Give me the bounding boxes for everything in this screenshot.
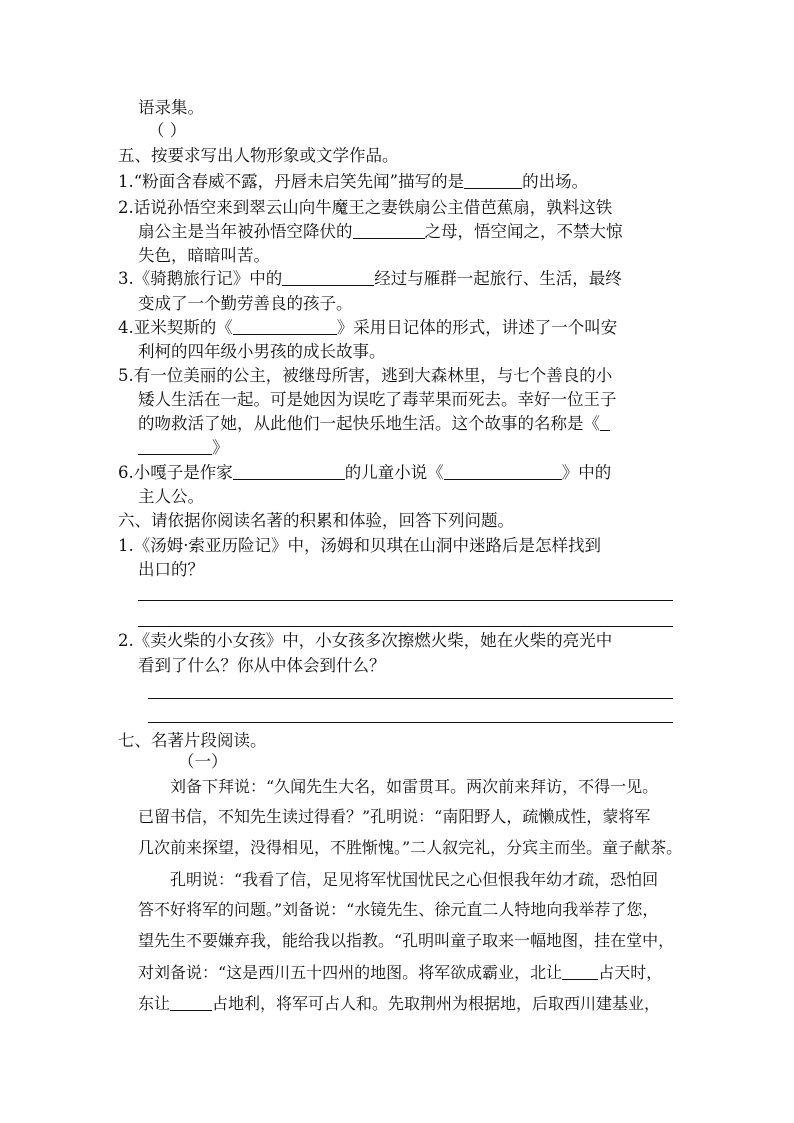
question-text: 的儿童小说《 <box>344 463 444 482</box>
passage-line: 刘备下拜说：“久闻先生大名，如雷贯耳。两次前来拜访，不得一见。 <box>170 777 659 796</box>
passage-line: 答不好将军的问题。”刘备说：“水镜先生、徐元直二人特地向我举荐了您， <box>138 900 659 919</box>
answer-blank[interactable] <box>464 172 522 189</box>
answer-blank[interactable] <box>282 269 374 286</box>
answer-line[interactable] <box>138 600 673 601</box>
answer-blank[interactable] <box>562 963 598 980</box>
question-text: 》采用日记体的形式，讲述了一个叫安 <box>336 318 618 337</box>
question-text: 》 <box>212 438 229 457</box>
question-5-2-line2 <box>138 221 623 243</box>
question-5-2-line3: 失色，暗暗叫苦。 <box>138 246 270 265</box>
answer-blank[interactable] <box>138 438 212 455</box>
question-6-1-line1: 1.《汤姆·索亚历险记》中，汤姆和贝琪在山洞中迷路后是怎样找到 <box>118 536 601 555</box>
answer-parentheses: （ ） <box>148 121 187 140</box>
answer-line[interactable] <box>148 698 673 699</box>
answer-blank[interactable] <box>353 222 425 239</box>
question-5-3-line2: 变成了一个勤劳善良的孩子。 <box>138 294 353 313</box>
passage-line: 几次前来探望，没得相见，不胜惭愧。”二人叙完礼，分宾主而坐。童子献茶。 <box>138 838 683 857</box>
answer-blank[interactable] <box>444 463 562 480</box>
section-5-heading: 五、按要求写出人物形象或文学作品。 <box>118 146 399 165</box>
question-text: 3.《骑鹅旅行记》中的 <box>118 269 283 288</box>
passage-text: 占天时， <box>598 963 663 982</box>
question-6-2-line2: 看到了什么？你从中体会到什么？ <box>138 656 386 675</box>
answer-line[interactable] <box>138 626 673 627</box>
question-5-5-line3 <box>138 413 610 435</box>
question-5-3-line1 <box>118 268 622 290</box>
question-5-2-line1: 2.话说孙悟空来到翠云山向牛魔王之妻铁扇公主借芭蕉扇，孰料这铁 <box>118 198 613 217</box>
answer-blank[interactable] <box>170 994 212 1011</box>
passage-line: 已留书信，不知先生读过得看？”孔明说：“南阳野人，疏懒成性，蒙将军 <box>138 807 651 826</box>
question-text: 的吻救活了她，从此他们一起快乐地生活。这个故事的名称是《 <box>138 414 600 433</box>
question-5-4-line1 <box>118 317 617 339</box>
question-text: 的出场。 <box>522 172 589 191</box>
passage-line: 孔明说：“我看了信，足见将军忧国忧民之心但恨我年幼才疏，恐怕回 <box>170 870 659 889</box>
question-text: 》中的 <box>561 463 612 482</box>
passage-text: 对刘备说：“这是西川五十四州的地图。将军欲成霸业，北让 <box>138 963 563 982</box>
passage-text: 占地利，将军可占人和。先取荆州为根据地，后取西川建基业， <box>212 994 661 1013</box>
question-text: 1.“粉面含春威不露，丹唇未启笑先闻”描写的是 <box>118 172 465 191</box>
question-6-2-line1: 2.《卖火柴的小女孩》中，小女孩多次擦燃火柴，她在火柴的亮光中 <box>118 631 613 650</box>
question-text: 6.小嘎子是作家 <box>118 463 233 482</box>
question-5-4-line2: 利柯的四年级小男孩的成长故事。 <box>138 342 386 361</box>
answer-line[interactable] <box>148 722 673 723</box>
question-5-5-line1: 5.有一位美丽的公主，被继母所害，逃到大森林里，与七个善良的小 <box>118 366 613 385</box>
text-line: 语录集。 <box>138 98 204 117</box>
passage-line <box>138 993 660 1015</box>
answer-blank[interactable] <box>600 414 610 431</box>
question-text: 扇公主是当年被孙悟空降伏的 <box>138 222 353 241</box>
question-text: 之母，悟空闻之，不禁大惊 <box>424 222 623 241</box>
question-5-1 <box>118 171 588 193</box>
question-6-1-line2: 出口的？ <box>138 560 204 579</box>
section-6-heading: 六、请依据你阅读名著的积累和体验，回答下列问题。 <box>118 511 514 530</box>
answer-blank[interactable] <box>233 463 345 480</box>
section-7-heading: 七、名著片段阅读。 <box>118 731 267 750</box>
answer-blank[interactable] <box>233 318 337 335</box>
question-text: 经过与雁群一起旅行、生活，最终 <box>374 269 622 288</box>
passage-text: 东让 <box>138 994 171 1013</box>
passage-line <box>138 962 662 984</box>
passage-line: 望先生不要嫌弃我，能给我以指教。“孔明叫童子取来一幅地图，挂在堂中， <box>138 931 675 950</box>
question-text: 4.亚米契斯的《 <box>118 318 233 337</box>
question-5-6-line1 <box>118 462 611 484</box>
question-5-5-line2: 矮人生活在一起。可是她因为误吃了毒苹果而死去。幸好一位王子 <box>138 390 617 409</box>
question-5-5-line4 <box>138 437 229 459</box>
subsection-label: （一） <box>178 752 228 771</box>
question-5-6-line2: 主人公。 <box>138 487 204 506</box>
